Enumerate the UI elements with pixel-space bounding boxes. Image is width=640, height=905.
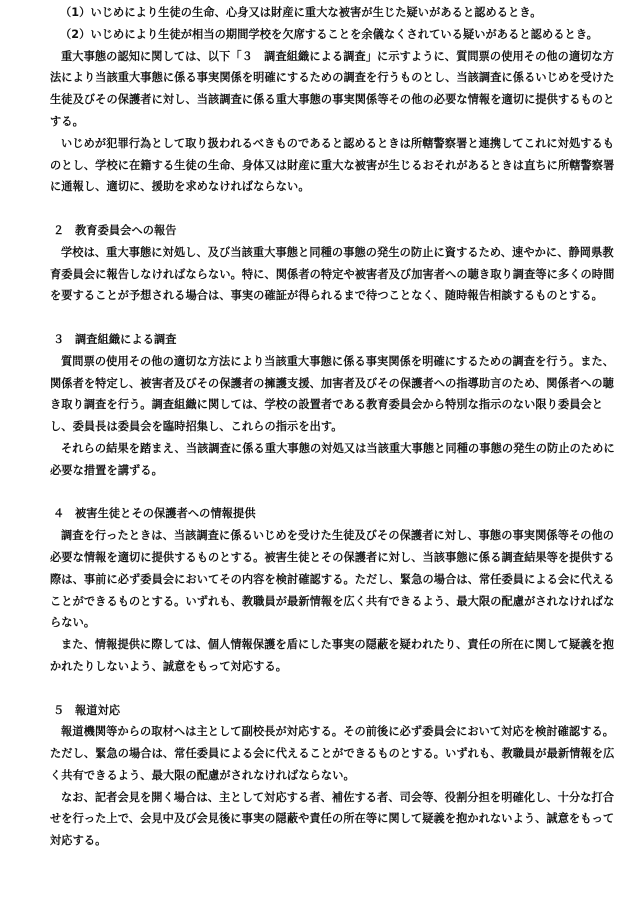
section-number: ２ <box>53 223 65 237</box>
paragraph: 報道機関等からの取材へは主として副校長が対応する。その前後に必ず委員会において対応を検討確認する。ただし、緊急の場合は、常任委員による会に代えることができるものとする。いずれも、教職員が最新情報を広く共有できるよう、最大限の配慮がされなければならない。 <box>50 725 615 782</box>
section-number: ４ <box>53 507 65 521</box>
paragraph: 学校は、重大事態に対処し、及び当該重大事態と同種の事態の発生の防止に資するため、速やかに、静岡県教育委員会に報告しなければならない。特に、関係者の特定や被害者及び加害者への聴き取り調査等に多くの時間を要することが予想される場合は、事実の確証が得られるまで待つことなく、随時報告相談するものとする。 <box>50 245 615 303</box>
section-heading-2 <box>50 220 620 242</box>
paragraph: それらの結果を踏まえ、当該調査に係る重大事態の対処又は当該重大事態と同種の事態の発生の防止のために必要な措置を講ずる。 <box>50 441 615 477</box>
section-title: 教育委員会への報告 <box>75 223 177 237</box>
paragraph: なお、記者会見を開く場合は、主として対応する者、補佐する者、司会等、役割分担を明確化し、十分な打合せを行った上で、会見中及び会見後に事実の隠蔽や責任の所在等に関して疑義を抱かれないよう、誠意をもって対応する。 <box>50 790 615 848</box>
section-title: 被害生徒とその保護者への情報提供 <box>75 507 256 521</box>
section-heading-3 <box>50 329 620 351</box>
section-heading-5 <box>50 700 620 722</box>
paragraph: また、情報提供に際しては、個人情報保護を盾にした事実の隠蔽を疑われたり、責任の所在に関して疑義を抱かれたりしないよう、誠意をもって対応する。 <box>50 638 615 673</box>
section-number: ５ <box>53 703 65 717</box>
section-number: ３ <box>53 332 65 346</box>
document-body <box>50 2 620 852</box>
section-heading-4 <box>50 503 620 525</box>
section-title: 調査組織による調査 <box>75 332 177 346</box>
paragraph: いじめが犯罪行為として取り扱われるべきものであると認めるときは所轄警察署と連携してこれに対処するものとし、学校に在籍する生徒の生命、身体又は財産に重大な被害が生じるおそれがあるときは直ちに所轄警察署に通報し、適切に、援助を求めなければならない。 <box>50 136 615 194</box>
section-title: 報道対応 <box>75 703 121 717</box>
list-item: （2）いじめにより生徒が相当の期間学校を欠席することを余儀なくされている疑いがあると認めるとき。 <box>60 27 598 41</box>
paragraph: 重大事態の認知に関しては、以下「３ 調査組織による調査」に示すように、質問票の使用その他の適切な方法により当該重大事態に係る事実関係を明確にするための調査を行うものとし、当該調査に係るいじめを受けた生徒及びその保護者に対し、当該調査に係る重大事態の事実関係等その他の必要な情報を適切に提供するものとする。 <box>50 49 615 128</box>
paragraph: 調査を行ったときは、当該調査に係るいじめを受けた生徒及びその保護者に対し、事態の事実関係等その他の必要な情報を適切に提供するものとする。被害生徒とその保護者に対し、当該事態に係る調査結果等を提供する際は、事前に必ず委員会においてその内容を検討確認する。ただし、緊急の場合は、常任委員による会に代えることができるものとする。いずれも、教職員が最新情報を広く共有できるよう、最大限の配慮がされなければならない。 <box>50 529 615 630</box>
paragraph: 質問票の使用その他の適切な方法により当該重大事態に係る事実関係を明確にするための調査を行う。また、関係者を特定し、被害者及びその保護者の擁護支援、加害者及びその保護者への指導助言のため、関係者への聴き取り調査を行う。調査組織に関しては、学校の設置者である教育委員会から特別な指示のない限り委員会とし、委員長は委員会を臨時招集し、これらの指示を出す。 <box>50 354 615 434</box>
list-item: （1）いじめにより生徒の生命、心身又は財産に重大な被害が生じた疑いがあると認めるとき。 <box>60 6 542 19</box>
